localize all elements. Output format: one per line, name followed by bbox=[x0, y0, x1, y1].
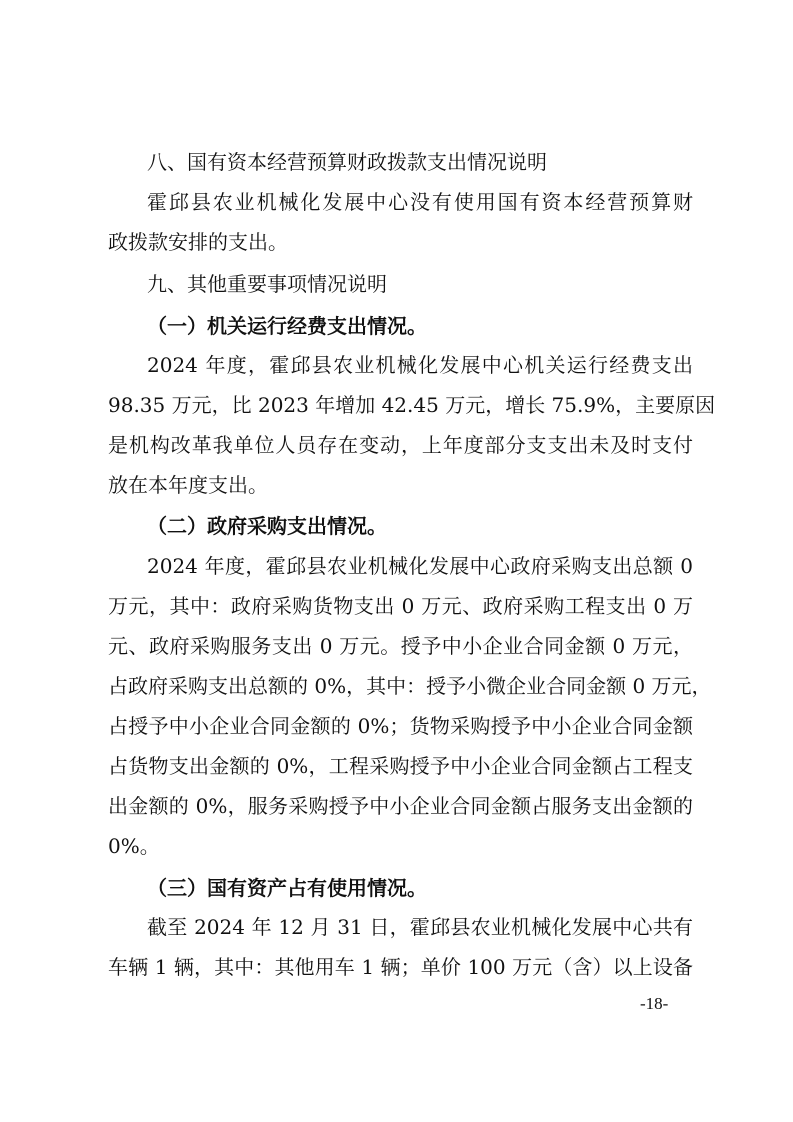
paragraph-line: 2024 年度，霍邱县农业机械化发展中心政府采购支出总额 0 bbox=[147, 554, 693, 578]
paragraph-line: 车辆 1 辆，其中：其他用车 1 辆；单价 100 万元（含）以上设备 bbox=[108, 955, 693, 979]
paragraph-line: 万元，其中：政府采购货物支出 0 万元、政府采购工程支出 0 万 bbox=[108, 594, 693, 618]
paragraph-line: 0%。 bbox=[108, 834, 160, 858]
paragraph-line: 2024 年度，霍邱县农业机械化发展中心机关运行经费支出 bbox=[147, 353, 693, 377]
paragraph-line: 占政府采购支出总额的 0%，其中：授予小微企业合同金额 0 万元， bbox=[108, 674, 712, 698]
paragraph-line: 占货物支出金额的 0%，工程采购授予中小企业合同金额占工程支 bbox=[108, 754, 693, 778]
section-heading-9: 九、其他重要事项情况说明 bbox=[147, 272, 387, 296]
paragraph-line: 占授予中小企业合同金额的 0%；货物采购授予中小企业合同金额 bbox=[108, 714, 693, 738]
section-heading-8: 八、国有资本经营预算财政拨款支出情况说明 bbox=[147, 150, 547, 174]
subsection-heading-1: （一）机关运行经费支出情况。 bbox=[147, 314, 427, 338]
paragraph-line: 霍邱县农业机械化发展中心没有使用国有资本经营预算财 bbox=[147, 190, 693, 214]
page-number: -18- bbox=[640, 994, 669, 1013]
paragraph-line: 截至 2024 年 12 月 31 日，霍邱县农业机械化发展中心共有 bbox=[147, 915, 693, 939]
paragraph-line: 是机构改革我单位人员存在变动，上年度部分支支出未及时支付 bbox=[108, 433, 693, 457]
subsection-heading-2: （二）政府采购支出情况。 bbox=[147, 514, 387, 538]
paragraph-line: 出金额的 0%，服务采购授予中小企业合同金额占服务支出金额的 bbox=[108, 794, 693, 818]
paragraph-line: 元、政府采购服务支出 0 万元。授予中小企业合同金额 0 万元， bbox=[108, 634, 693, 658]
subsection-heading-3: （三）国有资产占有使用情况。 bbox=[147, 876, 427, 900]
paragraph-line: 98.35 万元，比 2023 年增加 42.45 万元，增长 75.9%，主要原因 bbox=[108, 393, 716, 417]
paragraph-line: 放在本年度支出。 bbox=[108, 473, 268, 497]
paragraph-line: 政拨款安排的支出。 bbox=[108, 230, 288, 254]
